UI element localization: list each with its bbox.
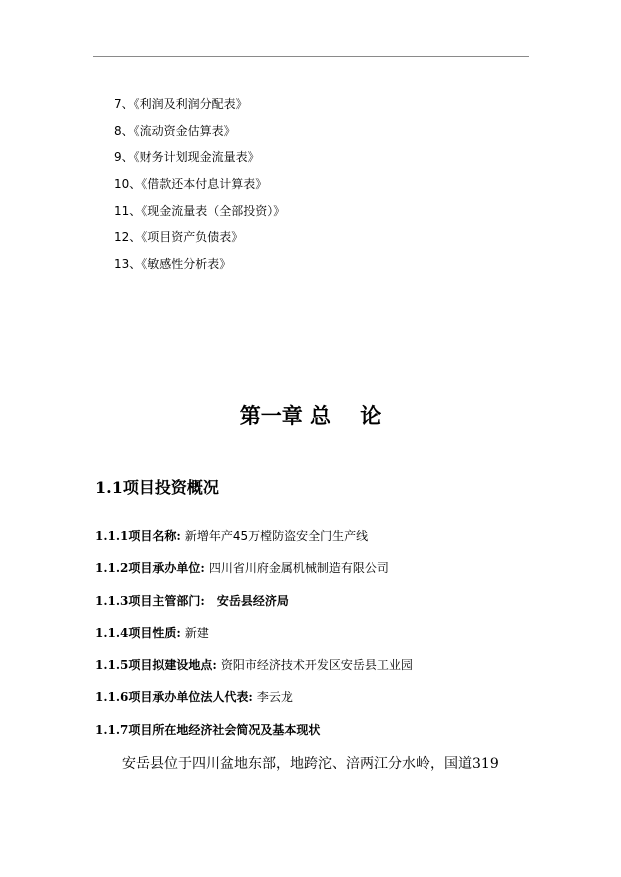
info-label: 1.1.1项目名称: [95, 529, 181, 543]
list-item: 10、《借款还本付息计算表》 [114, 177, 268, 192]
info-row-organizer [95, 558, 413, 590]
info-value: 安岳县经济局 [216, 593, 289, 608]
info-row-project-name [95, 526, 413, 558]
list-item: 11、《现金流量表（全部投资）》 [114, 203, 286, 218]
info-value: 新增年产45万樘防盗安全门生产线 [184, 529, 369, 543]
info-value: 李云龙 [256, 690, 293, 705]
info-row-legal-rep [95, 687, 413, 719]
project-info-list [95, 526, 413, 752]
info-label: 1.1.5项目拟建设地点: [95, 658, 217, 673]
list-item: 13、《敏感性分析表》 [114, 257, 232, 272]
list-item: 8、《流动资金估算表》 [114, 123, 236, 138]
info-label: 1.1.6项目承办单位法人代表: [95, 690, 253, 705]
header-rule [93, 56, 529, 57]
list-item: 12、《项目资产负债表》 [114, 230, 244, 245]
info-row-authority [95, 591, 413, 623]
info-row-nature [95, 623, 413, 655]
info-label: 1.1.4项目性质: [95, 625, 181, 640]
info-value: 新建 [184, 625, 209, 640]
section-heading: 1.1项目投资概况 [95, 478, 219, 497]
info-value: 资阳市经济技术开发区安岳县工业园 [220, 658, 413, 673]
info-label: 1.1.7项目所在地经济社会简况及基本现状 [95, 722, 321, 737]
list-item: 7、《利润及利润分配表》 [114, 97, 248, 111]
info-row-local-overview [95, 720, 413, 752]
chapter-title: 第一章 总 论 [239, 403, 382, 428]
list-item: 9、《财务计划现金流量表》 [114, 150, 260, 165]
info-value: 四川省川府金属机械制造有限公司 [208, 561, 389, 576]
body-paragraph: 安岳县位于四川盆地东部，地跨沱、涪两江分水岭，国道319 [122, 756, 499, 772]
info-label: 1.1.3项目主管部门: [95, 593, 205, 608]
info-label: 1.1.2项目承办单位: [95, 561, 205, 576]
appendix-list [114, 96, 285, 283]
info-row-location [95, 655, 413, 687]
